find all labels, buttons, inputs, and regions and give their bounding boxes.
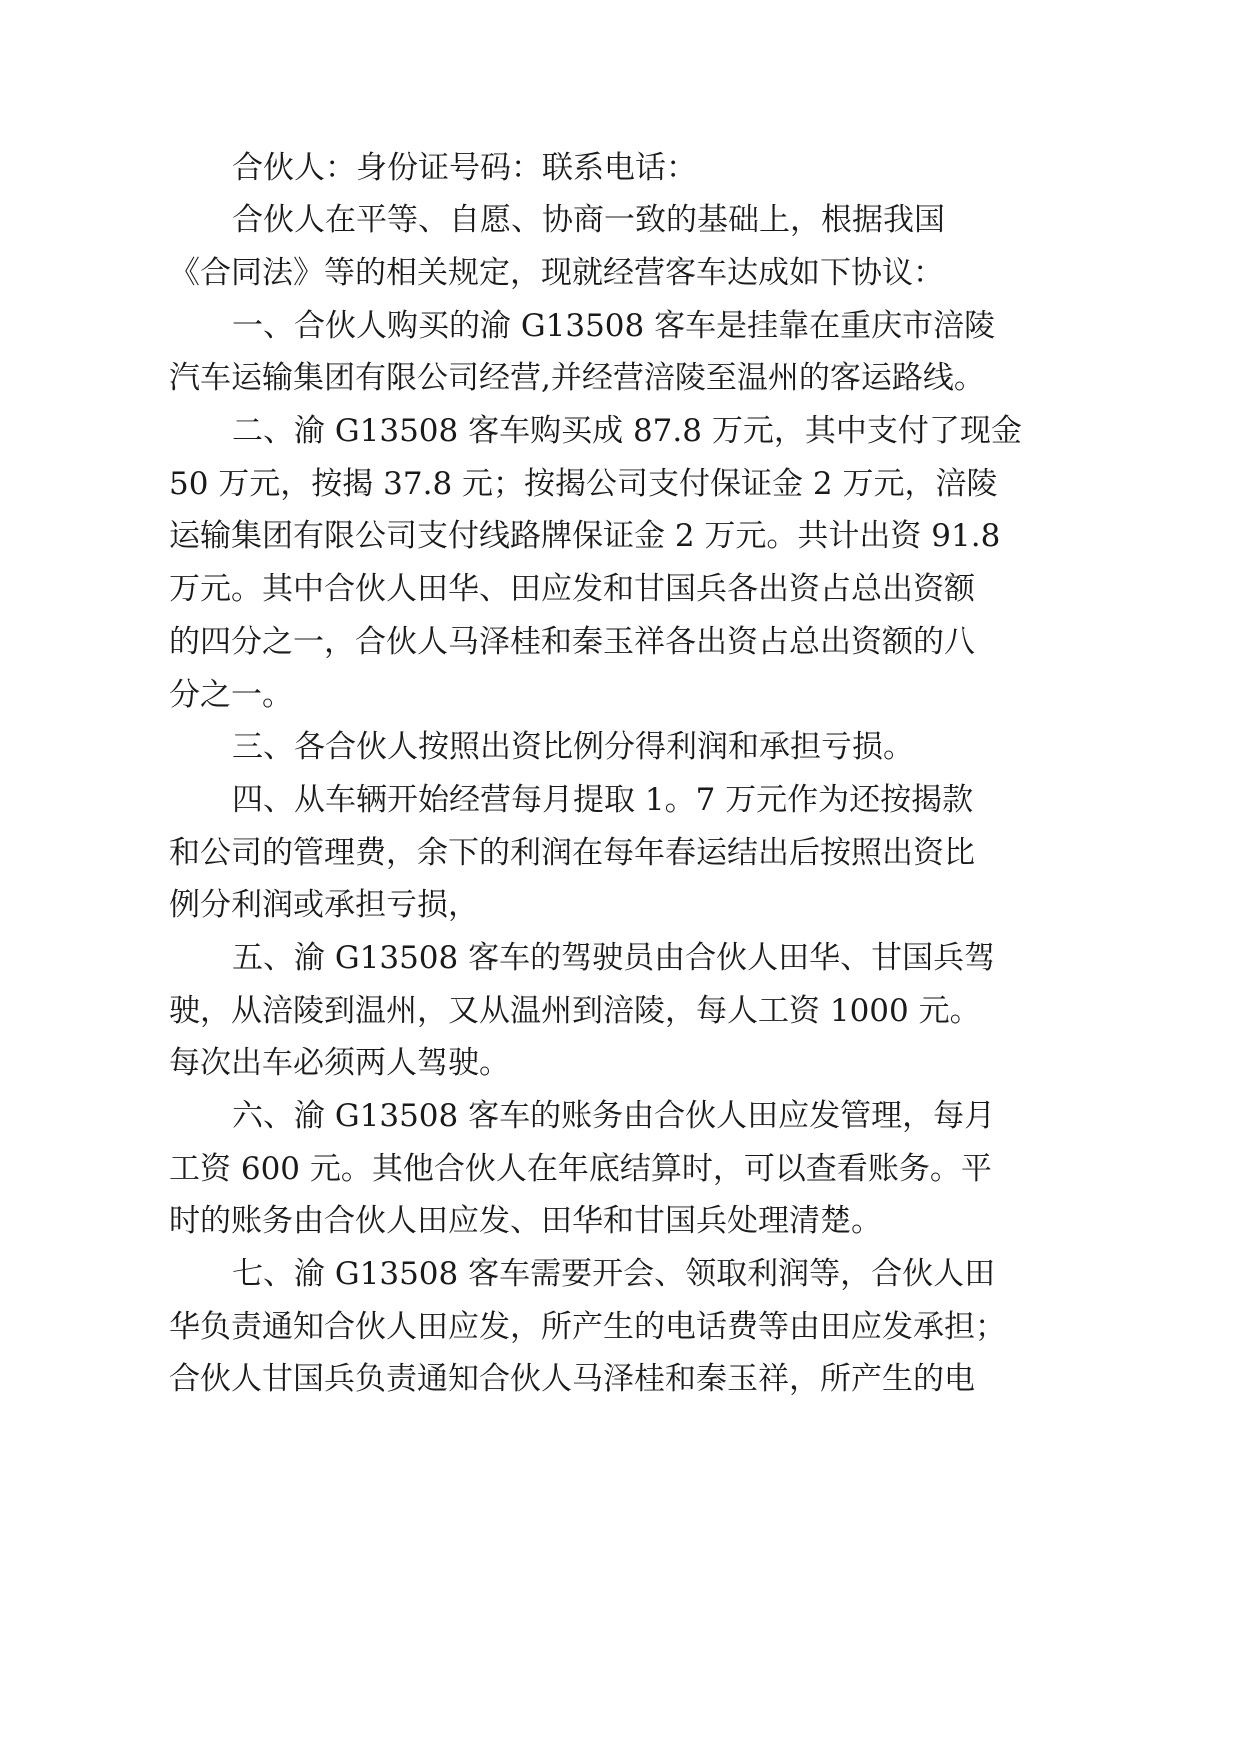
- text-line: 例分利润或承担亏损，: [169, 887, 479, 923]
- text-line: 运输集团有限公司支付线路牌保证金 2 万元。共计出资 91.8: [169, 518, 1001, 554]
- text-line: 合伙人：身份证号码：联系电话：: [232, 150, 697, 186]
- text-line: 驶，从涪陵到温州，又从温州到涪陵，每人工资 1000 元。: [169, 993, 981, 1029]
- text-line: 七、渝 G13508 客车需要开会、领取利润等，合伙人田: [232, 1256, 996, 1292]
- text-line: 的四分之一，合伙人马泽桂和秦玉祥各出资占总出资额的八: [169, 624, 975, 660]
- text-line: 工资 600 元。其他合伙人在年底结算时，可以查看账务。平: [169, 1151, 992, 1187]
- text-line: 五、渝 G13508 客车的驾驶员由合伙人田华、甘国兵驾: [232, 940, 996, 976]
- text-line: 合伙人在平等、自愿、协商一致的基础上，根据我国: [232, 202, 945, 238]
- text-line: 四、从车辆开始经营每月提取 1。7 万元作为还按揭款: [232, 782, 974, 818]
- text-line: 合伙人甘国兵负责通知合伙人马泽桂和秦玉祥，所产生的电: [169, 1361, 975, 1397]
- text-line: 分之一。: [169, 677, 293, 713]
- text-line: 时的账务由合伙人田应发、田华和甘国兵处理清楚。: [169, 1203, 882, 1239]
- text-line: 二、渝 G13508 客车购买成 87.8 万元，其中支付了现金: [232, 413, 1022, 449]
- text-line: 三、各合伙人按照出资比例分得利润和承担亏损。: [232, 729, 914, 765]
- text-line: 和公司的管理费，余下的利润在每年春运结出后按照出资比: [169, 835, 975, 871]
- text-line: 一、合伙人购买的渝 G13508 客车是挂靠在重庆市涪陵: [232, 308, 996, 344]
- text-line: 汽车运输集团有限公司经营,并经营涪陵至温州的客运路线。: [169, 360, 985, 396]
- text-line: 每次出车必须两人驾驶。: [169, 1045, 510, 1081]
- text-line: 《合同法》等的相关规定，现就经营客车达成如下协议：: [169, 255, 944, 291]
- text-line: 六、渝 G13508 客车的账务由合伙人田应发管理，每月: [232, 1098, 996, 1134]
- text-line: 50 万元，按揭 37.8 元；按揭公司支付保证金 2 万元，涪陵: [169, 466, 998, 502]
- text-line: 万元。其中合伙人田华、田应发和甘国兵各出资占总出资额: [169, 571, 975, 607]
- text-line: 华负责通知合伙人田应发，所产生的电话费等由田应发承担；: [169, 1309, 1006, 1345]
